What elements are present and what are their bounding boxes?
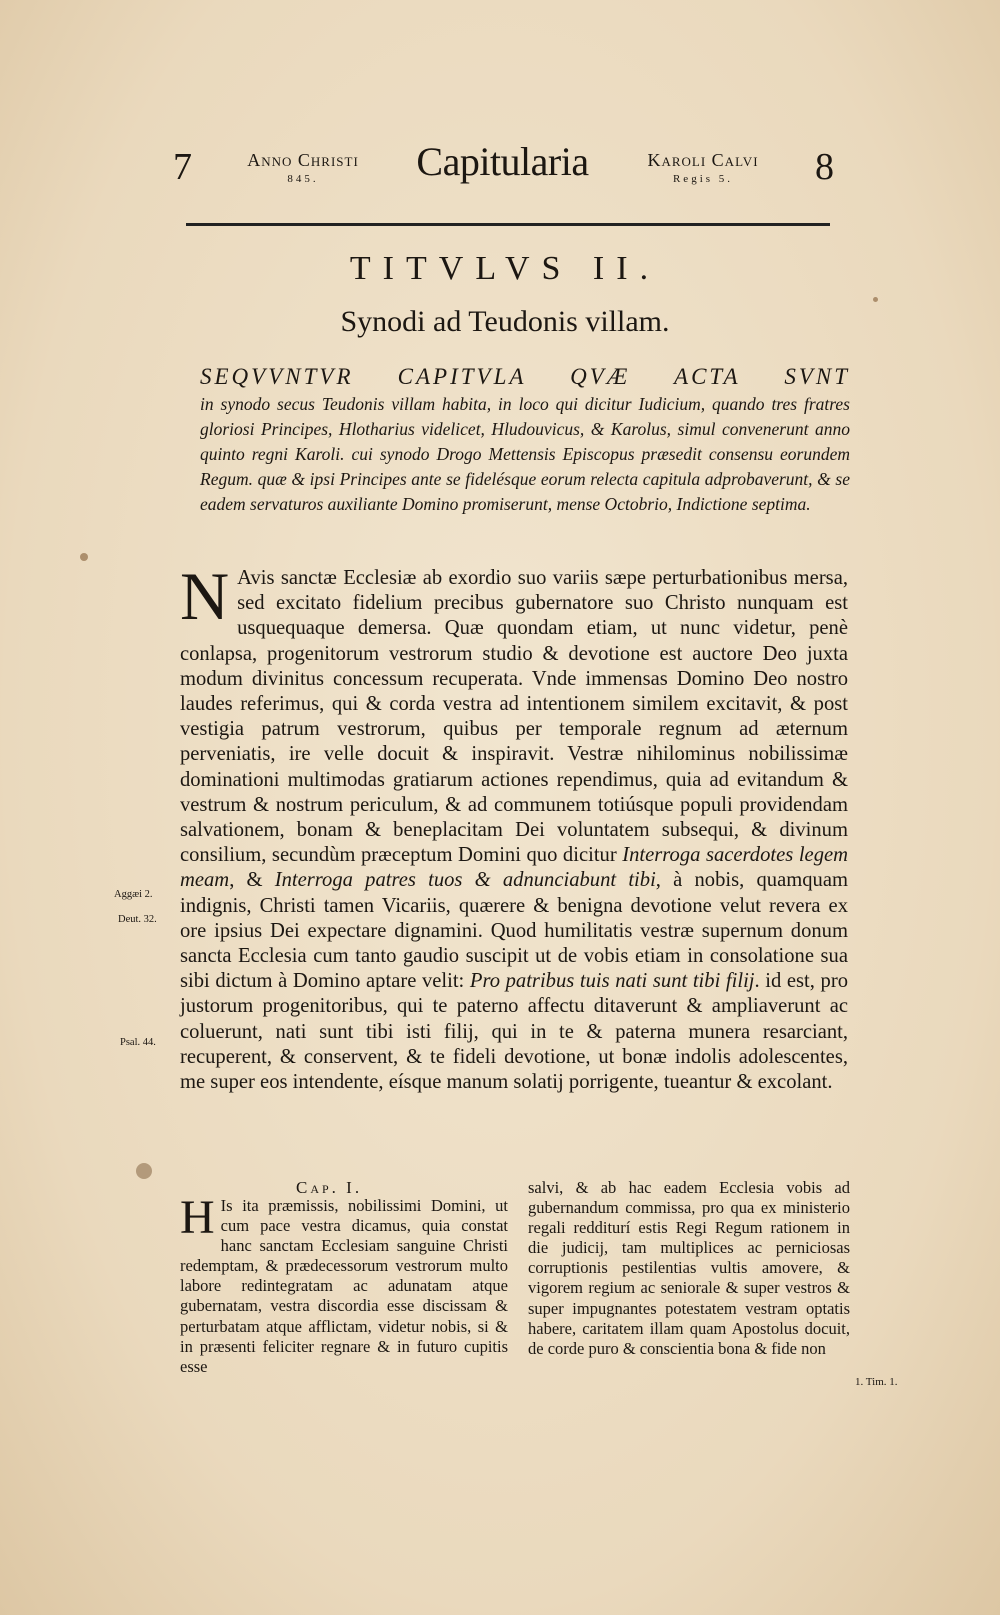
- header-year: [238, 150, 368, 185]
- margin-note-deut: Deut. 32.: [118, 914, 157, 925]
- quote-interroga-sacerdotes: Interroga sacerdotes legem meam: [180, 844, 848, 892]
- body-text-3: , à nobis, quamquam indignis, Christi tamen Vicariis, quærere & benigna devotione velut revera ex ore ipsius Dei expectare dignamini. Quod humilitatis vestræ supernum donum sancta Ecclesia cum tanto gaudio suscipit ut de vobis etiam in consolatione sua sibi dictum à Domino aptare velit:: [180, 869, 848, 993]
- margin-note-aggaei: Aggæi 2.: [114, 889, 153, 900]
- header-rule: [186, 223, 830, 226]
- running-title: Capitularia: [416, 139, 589, 184]
- ink-spot: [136, 1163, 152, 1179]
- section-title: TITVLVS II.: [349, 250, 661, 287]
- chapter-column-right: salvi, & ab hac eadem Ecclesia vobis ad gubernandum commissa, pro qua ex ministerio regali redditurí estis Regi Regum rationem in die judicij, tam multiplices ac perniciosas corruptionis pestilentias vultis amovere, & vigorem regium ac seniorale & super vestros & super impugnantes potestatem vestram optatis habere, caritatem illam quam Apostolus docuit, de corde puro & conscientia bona & fide non: [528, 1178, 850, 1358]
- header-king-regnal: Regis 5.: [672, 173, 734, 185]
- page-number-left: 7: [173, 146, 192, 188]
- body-text-2: , &: [229, 869, 275, 892]
- quote-interroga-patres: Interroga patres tuos & adnunciabunt tibi: [274, 869, 656, 892]
- drop-cap-h: H: [180, 1191, 215, 1244]
- header-king: [633, 150, 773, 185]
- body-text-4: . id est, pro justorum progenitoribus, qui te paterno affectu ditaverunt & ampliaverunt ac coluerunt, nati sunt tibi isti filij, qui in te & paterna munera resarciant, recuperent, & conservent, & te fideli devotione, ut bonæ indolis adolescentes, me super eos intendente, eísque manum solatij porrigente, tueantur & excolant.: [180, 970, 848, 1094]
- drop-cap-n: N: [180, 558, 230, 634]
- chapter-column-left: [180, 1191, 508, 1377]
- main-paragraph: [180, 558, 848, 1095]
- section-subtitle: Synodi ad Teudonis villam.: [340, 305, 670, 338]
- ink-spot: [80, 553, 88, 561]
- intro-paragraph: [200, 362, 850, 517]
- body-text-1: Avis sanctæ Ecclesiæ ab exordio suo variis sæpe perturbationibus mersa, sed excitato fidelium precibus gubernatore suo Christo nunquam est usquequaque demersa. Quæ quondam etiam, ut nunc videtur, penè conlapsa, progenitorum vestrorum studio & devotione est auctore Deo juxta modum divinitus concessum recuperata. Vnde immensas Domino Deo nostro laudes referimus, qui & corda vestra ad intentionem similem excitavit, & post vestigia patrum vestrorum, quibus per temporale regnum ad æternum perveniatis, ire velle docuit & inspiravit. Vestræ nihilominus nobilissimæ dominationi multimodas gratiarum actiones rependimus, quia ad evitandum & vestrum & nostrum periculum, & ad communem totiúsque populi providendam salvationem, bonam & beneplacitam Dei voluntatem subsequi, & divinum consilium, secundùm præceptum Domini quo dicitur: [180, 567, 848, 867]
- ink-spot: [873, 297, 878, 302]
- chapter-heading: Cap. I.: [296, 1178, 363, 1197]
- margin-note-psal: Psal. 44.: [120, 1037, 156, 1048]
- margin-note-tim: 1. Tim. 1.: [855, 1376, 898, 1388]
- header-king-name: Karoli Calvi: [647, 150, 759, 170]
- page-number-right: 8: [815, 146, 834, 188]
- intro-lead: SEQVVNTVR CAPITVLA QVÆ ACTA SVNT: [200, 364, 850, 389]
- header-year-label: Anno Christi: [247, 150, 359, 170]
- intro-text: in synodo secus Teudonis villam habita, in loco qui dicitur Iudicium, quando tres fratres gloriosi Principes, Hlotharius videlicet, Hludouvicus, & Karolus, simul convenerunt anno quinto regni Karoli. cui synodo Drogo Mettensis Episcopus præsedit consensu eorundem Regum. quæ & ipsi Principes ante se fidelésque eorum relecta capitula adprobaverunt, & se eadem servaturos auxiliante Domino promiserunt, mense Octobrio, Indictione septima.: [200, 394, 850, 514]
- header-year-value: 845.: [287, 173, 319, 185]
- quote-pro-patribus: Pro patribus tuis nati sunt tibi filij: [469, 970, 755, 993]
- chapter-text-left: Is ita præmissis, nobilissimi Domini, ut cum pace vestra dicamus, quia constat hanc sanctam Ecclesiam sanguine Christi redemptam, & prædecessorum vestrorum multo labore redintegratam ac adunatam atque gubernatam, vestra discordia esse discissam & perturbatam atque afflictam, videtur nobis, si & in præsenti feliciter regnare & in futuro cupitis esse: [180, 1196, 508, 1376]
